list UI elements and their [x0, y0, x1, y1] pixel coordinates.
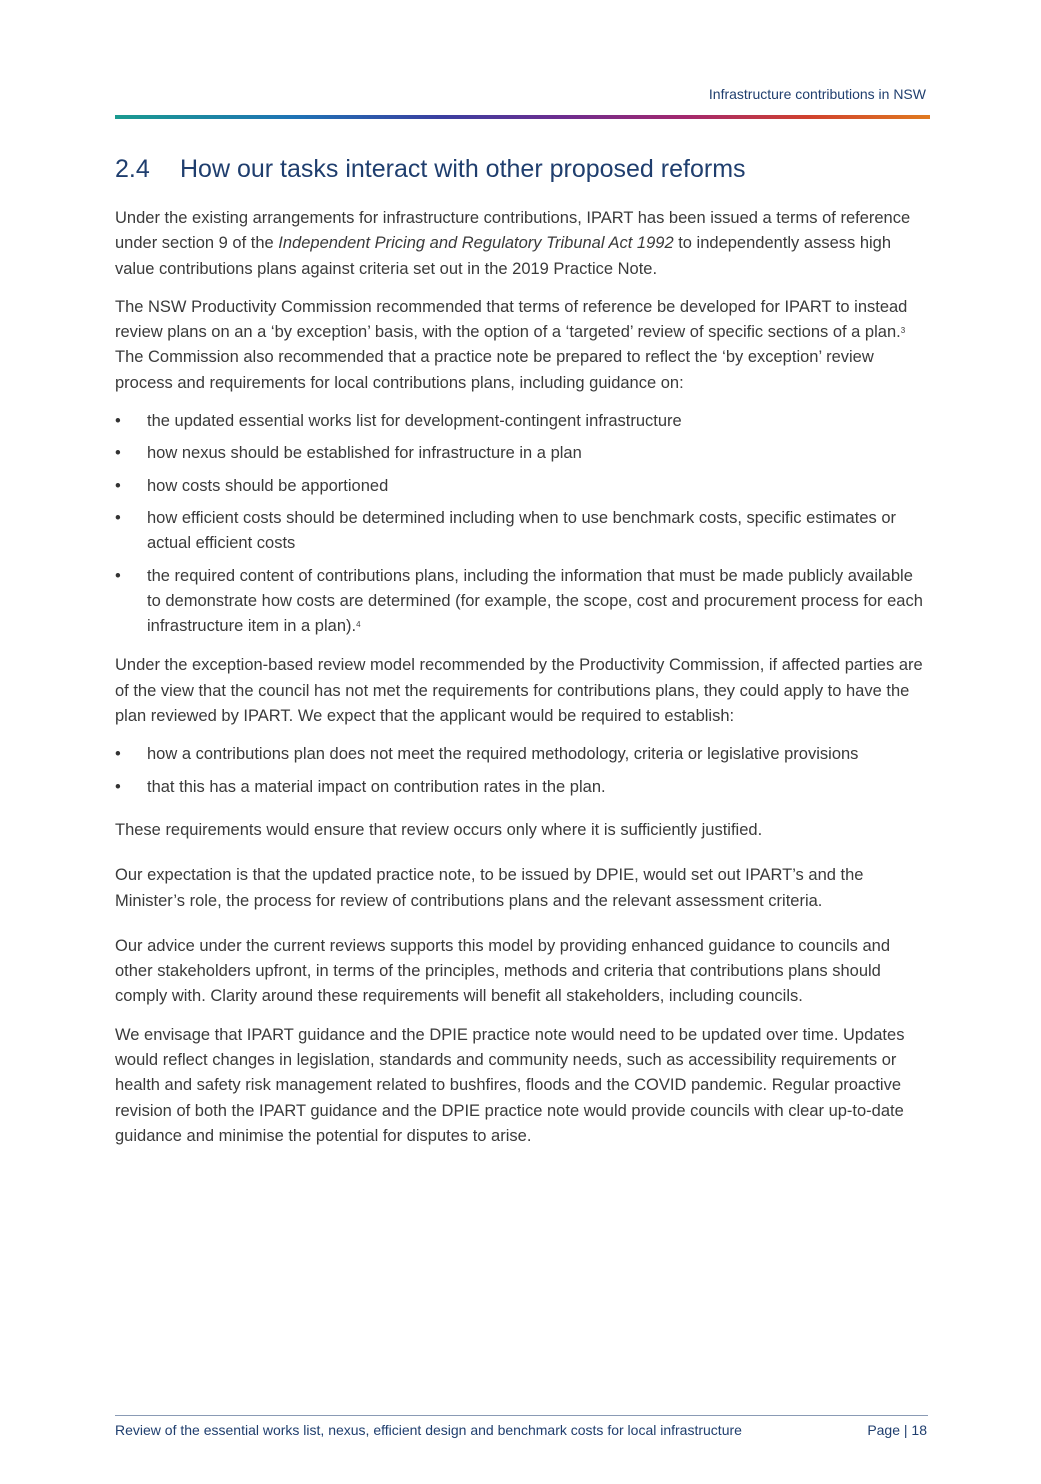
footnote-ref-4[interactable]: 4: [356, 620, 361, 630]
act-title: Independent Pricing and Regulatory Tribunal Act 1992: [278, 234, 674, 253]
list-item: • how costs should be apportioned: [115, 474, 930, 499]
section-title: How our tasks interact with other proposed reforms: [180, 155, 746, 183]
paragraph-1: [115, 206, 930, 282]
para1-text-before: Under the existing arrangements for infrastructure contributions, IPART has been issued a terms of reference under section 9 of the: [115, 209, 911, 253]
paragraph-7: We envisage that IPART guidance and the DPIE practice note would need to be updated over time. Updates would reflect changes in legislation, standards and community needs, such as accessibility requirements or health and safety risk management related to bushfires, floods and the COVID pandemic. Regular proactive revision of both the IPART guidance and the DPIE practice note would provide councils with clear up-to-date guidance and minimise the potential for disputes to arise.: [115, 1025, 905, 1145]
running-header: Infrastructure contributions in NSW: [708, 86, 926, 102]
para1-text-after: to independently assess high value contributions plans against criteria set out in the 2019 Practice Note.: [115, 234, 892, 278]
list-item-text: the required content of contributions plans, including the information that must be made publicly available to demonstrate how costs are determined (for example, the scope, cost and procurement process for each infrastructure item in a plan).: [147, 566, 923, 636]
list-item: • that this has a material impact on contribution rates in the plan.: [115, 775, 930, 800]
paragraph-2: [115, 295, 930, 396]
para2-text-before: The NSW Productivity Commission recommended that terms of reference be developed for IPART to instead review plans on an a ‘by exception’ basis, with the option of a ‘targeted’ review of specific sections of a plan.: [115, 297, 908, 342]
list-item: [115, 564, 930, 640]
content-body: [115, 152, 930, 1162]
paragraph-3: Under the exception-based review model recommended by the Productivity Commission, if affected parties are of the view that the council has not met the requirements for contributions plans, they could apply to have the plan reviewed by IPART. We expect that the applicant would be required to establish:: [115, 656, 923, 726]
paragraph-6: Our advice under the current reviews supports this model by providing enhanced guidance to councils and other stakeholders upfront, in terms of the principles, methods and criteria that contributions plans should comply with. Clarity around these requirements will benefit all stakeholders, including councils.: [115, 936, 891, 1006]
list-item: • how a contributions plan does not meet the required methodology, criteria or legislative provisions: [115, 742, 930, 767]
para2-text-after: The Commission also recommended that a practice note be prepared to reflect the ‘by exception’ review process and requirements for local contributions plans, including guidance on:: [115, 348, 874, 392]
page-number: Page | 18: [867, 1422, 927, 1438]
guidance-list: [115, 409, 930, 639]
section-heading: [115, 152, 930, 186]
applicant-requirements-list: [115, 742, 930, 800]
section-number: 2.4: [115, 155, 150, 183]
paragraph-5: Our expectation is that the updated practice note, to be issued by DPIE, would set out IPART’s and the Minister’s role, the process for review of contributions plans and the relevant assessment criteria.: [115, 866, 864, 910]
list-item: • how efficient costs should be determined including when to use benchmark costs, specific estimates or actual efficient costs: [115, 506, 930, 557]
header-rule: [115, 115, 930, 119]
footer-report-title: Review of the essential works list, nexus, efficient design and benchmark costs for local infrastructure: [115, 1422, 742, 1438]
paragraph-4: These requirements would ensure that review occurs only where it is sufficiently justified.: [115, 820, 763, 839]
list-item: • the updated essential works list for development-contingent infrastructure: [115, 409, 930, 434]
list-item: • how nexus should be established for infrastructure in a plan: [115, 441, 930, 466]
footnote-ref-3[interactable]: 3: [900, 326, 906, 336]
footer-rule: [115, 1415, 928, 1416]
